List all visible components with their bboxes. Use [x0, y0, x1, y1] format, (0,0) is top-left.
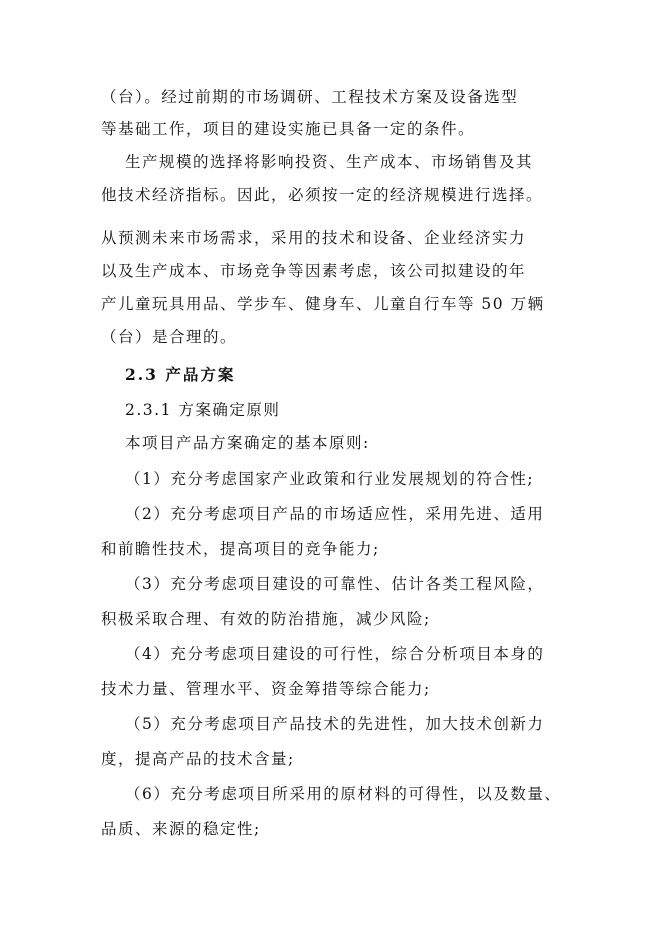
paragraph-line: （台）。经过前期的市场调研、工程技术方案及设备选型	[101, 88, 519, 106]
paragraph-line: 品质、来源的稳定性;	[101, 820, 261, 838]
section-heading: 2.3 产品方案	[125, 365, 236, 384]
paragraph-line: 度，提高产品的技术含量;	[101, 750, 295, 768]
list-item: （1）充分考虑国家产业政策和行业发展规划的符合性;	[125, 470, 535, 488]
list-item: （5）充分考虑项目产品技术的先进性，加大技术创新力	[125, 715, 545, 733]
list-item: （4）充分考虑项目建设的可行性，综合分析项目本身的	[125, 645, 545, 663]
paragraph-line: 技术力量、管理水平、资金筹措等综合能力;	[101, 680, 431, 698]
subsection-heading: 2.3.1 方案确定原则	[125, 401, 281, 419]
paragraph-line: （台）是合理的。	[101, 328, 238, 346]
list-item: （3）充分考虑项目建设的可靠性、估计各类工程风险，	[125, 575, 545, 593]
list-item: （2）充分考虑项目产品的市场适应性，采用先进、适用	[125, 505, 545, 523]
paragraph-line: 积极采取合理、有效的防治措施，减少风险;	[101, 610, 431, 628]
paragraph-line: 从预测未来市场需求，采用的技术和设备、企业经济实力	[101, 229, 527, 247]
list-item: （6）充分考虑项目所采用的原材料的可得性，以及数量、	[125, 785, 562, 803]
paragraph-line: 生产规模的选择将影响投资、生产成本、市场销售及其	[125, 153, 534, 171]
paragraph-line: 以及生产成本、市场竞争等因素考虑，该公司拟建设的年	[101, 262, 527, 280]
paragraph-line: 和前瞻性技术，提高项目的竞争能力;	[101, 540, 380, 558]
paragraph-line: 他技术经济指标。因此，必须按一定的经济规模进行选择。	[101, 186, 544, 204]
paragraph-line: 等基础工作，项目的建设实施已具备一定的条件。	[101, 120, 476, 138]
paragraph-line: 产儿童玩具用品、学步车、健身车、儿童自行车等 50 万辆	[101, 295, 545, 313]
paragraph-line: 本项目产品方案确定的基本原则:	[125, 434, 370, 452]
